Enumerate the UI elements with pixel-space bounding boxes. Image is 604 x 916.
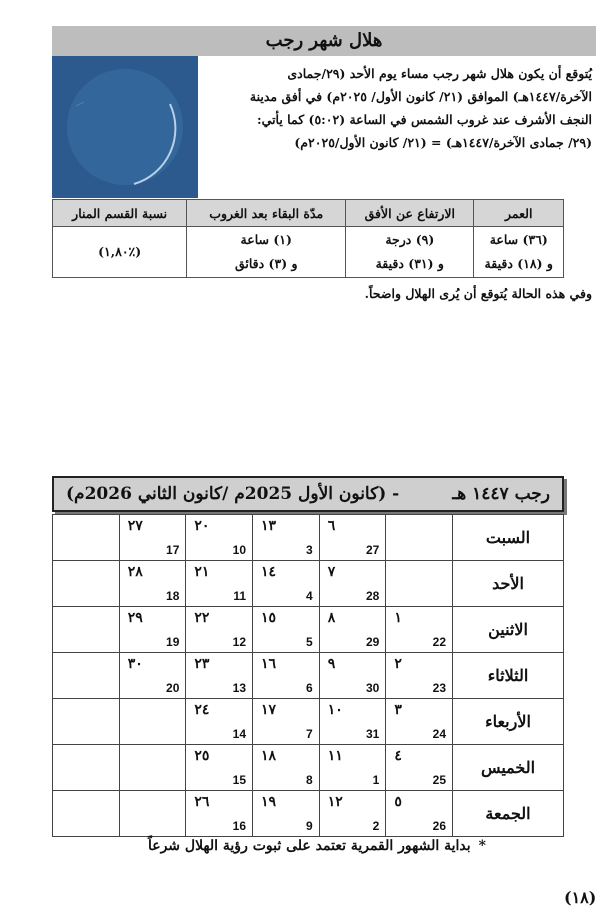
calendar-cell (386, 699, 453, 745)
gregorian-date: 25 (432, 773, 446, 787)
calendar-cell (53, 699, 120, 745)
gregorian-date: 10 (232, 543, 247, 557)
calendar-cell (253, 653, 320, 699)
calendar-row (53, 745, 564, 791)
weekday-label: الاثنين (453, 607, 564, 653)
calendar-cell (386, 561, 453, 607)
calendar-cell (53, 561, 120, 607)
calendar-table (52, 514, 564, 837)
hijri-date: ١٠ (327, 702, 343, 718)
calendar-header (52, 476, 564, 512)
weekday-label: الثلاثاء (453, 653, 564, 699)
altitude-cell (346, 227, 474, 278)
calendar-cell (186, 653, 253, 699)
calendar-cell (119, 515, 186, 561)
calendar-cell (53, 745, 120, 791)
hijri-date: ٢٩ (127, 610, 143, 626)
footnote-star: * (478, 838, 486, 854)
gregorian-date: 17 (166, 543, 180, 557)
weekday-label: الأربعاء (453, 699, 564, 745)
altitude-minutes: و (٣١) دقيقة (375, 256, 444, 271)
calendar-cell (386, 791, 453, 837)
footnote-text: بداية الشهور القمرية تعتمد على ثبوت رؤية الهلال شرعاً (147, 838, 471, 854)
hijri-date: ٢٤ (194, 702, 210, 718)
calendar-cell (53, 515, 120, 561)
gregorian-date: 11 (233, 589, 247, 603)
gregorian-date: 26 (432, 819, 446, 833)
intro-line: الآخرة/١٤٤٧هـ) الموافق (٢١/ كانون الأول/ ٢٠٢٥م) في أفق مدينة (249, 89, 592, 104)
calendar-cell (253, 791, 320, 837)
hijri-date: ٣٠ (127, 656, 143, 672)
page-number: (١٨) (564, 888, 597, 907)
calendar-cell (319, 607, 386, 653)
weekday-label: الخميس (453, 745, 564, 791)
hijri-date: ٣ (394, 702, 402, 718)
moon-image (52, 56, 198, 198)
gregorian-date: 9 (306, 819, 313, 833)
calendar-cell (186, 791, 253, 837)
hijri-date: ٢١ (194, 564, 210, 580)
hijri-date: ٧ (327, 564, 336, 580)
weekday-label: الأحد (453, 561, 564, 607)
gregorian-date: 28 (365, 589, 380, 603)
calendar-cell (319, 653, 386, 699)
crescent-note: وفي هذه الحالة يُتوقع أن يُرى الهلال واضحاً. (364, 286, 592, 301)
calendar-cell (53, 791, 120, 837)
hijri-date: ١٥ (261, 610, 277, 626)
hijri-date: ٢٣ (194, 656, 210, 672)
gregorian-date: 24 (432, 727, 446, 741)
header-illumination: نسبة القسم المنار (53, 200, 187, 227)
calendar-cell (386, 607, 453, 653)
calendar-cell (319, 561, 386, 607)
hijri-date: ١٩ (261, 794, 277, 810)
hijri-date: ١٣ (261, 518, 277, 534)
hijri-date: ١٢ (327, 794, 343, 810)
duration-hours: (١) ساعة (240, 232, 292, 247)
crescent-title: هلال شهر رجب (52, 26, 596, 56)
hijri-date: ١٨ (261, 748, 277, 764)
age-hours: (٣٦) ساعة (489, 232, 548, 247)
calendar-cell (119, 607, 186, 653)
duration-cell (187, 227, 346, 278)
hijri-date: ٢٥ (194, 748, 210, 764)
calendar-cell (186, 607, 253, 653)
hijri-month-label: رجب ١٤٤٧ هـ (452, 484, 550, 504)
age-cell (474, 227, 564, 278)
gregorian-date: 14 (232, 727, 247, 741)
hijri-date: ٢٦ (194, 794, 210, 810)
hijri-date: ٢٢ (194, 610, 210, 626)
hijri-date: ٥ (394, 794, 402, 810)
hijri-date: ٢٨ (127, 564, 143, 580)
weekday-label: الجمعة (453, 791, 564, 837)
intro-line: يُتوقع أن يكون هلال شهر رجب مساء يوم الأحد (٢٩/جمادى (287, 66, 592, 81)
hijri-date: ٨ (327, 610, 336, 626)
gregorian-date: 18 (166, 589, 180, 603)
hijri-date: ١٤ (261, 564, 277, 580)
crescent-intro (206, 62, 592, 154)
hijri-date: ١١ (327, 748, 343, 764)
calendar-row (53, 607, 564, 653)
gregorian-date: 13 (232, 681, 247, 695)
gregorian-date: 15 (232, 773, 247, 787)
calendar-cell (253, 561, 320, 607)
illumination-cell: (٪١,٨٠) (53, 227, 187, 278)
gregorian-date: 6 (306, 681, 313, 695)
altitude-degrees: (٩) درجة (385, 232, 435, 247)
gregorian-date: 22 (432, 635, 446, 649)
calendar-cell (119, 745, 186, 791)
calendar-cell (186, 515, 253, 561)
calendar-cell (253, 607, 320, 653)
gregorian-date: 7 (306, 727, 313, 741)
gregorian-date: 20 (166, 681, 180, 695)
gregorian-date: 2 (372, 819, 380, 833)
calendar-footnote (96, 838, 486, 854)
duration-minutes: و (٣) دقائق (234, 256, 298, 271)
calendar-cell (319, 745, 386, 791)
calendar-row (53, 561, 564, 607)
calendar-cell (386, 515, 453, 561)
gregorian-date: 5 (306, 635, 313, 649)
calendar-cell (386, 653, 453, 699)
hijri-date: ١٦ (261, 656, 277, 672)
hijri-date: ٩ (327, 656, 336, 672)
calendar-cell (53, 653, 120, 699)
gregorian-date: 4 (306, 589, 313, 603)
header-age: العمر (474, 200, 564, 227)
calendar-cell (186, 561, 253, 607)
calendar-row (53, 791, 564, 837)
hijri-date: ١٧ (261, 702, 277, 718)
hijri-date: ٦ (327, 518, 336, 534)
gregorian-date: 3 (306, 543, 313, 557)
gregorian-date: 16 (232, 819, 247, 833)
calendar-cell (253, 745, 320, 791)
calendar-cell (386, 745, 453, 791)
calendar-cell (119, 699, 186, 745)
gregorian-date: 1 (372, 773, 380, 787)
calendar-row (53, 515, 564, 561)
crescent-stats-table (52, 199, 564, 278)
calendar-cell (319, 791, 386, 837)
header-altitude: الارتفاع عن الأفق (346, 200, 474, 227)
calendar-cell (119, 653, 186, 699)
calendar-cell (186, 745, 253, 791)
hijri-date: ٢ (394, 656, 402, 672)
calendar-cell (119, 791, 186, 837)
moon-crescent-icon (52, 56, 198, 198)
calendar-cell (119, 561, 186, 607)
gregorian-date: 29 (365, 635, 380, 649)
weekday-label: السبت (453, 515, 564, 561)
calendar-cell (186, 699, 253, 745)
gregorian-date: 8 (306, 773, 313, 787)
intro-line: النجف الأشرف عند غروب الشمس في الساعة (٥:٠٢) كما يأتي: (257, 112, 592, 127)
age-minutes: و (١٨) دقيقة (484, 256, 553, 271)
gregorian-date: 12 (232, 635, 247, 649)
gregorian-date: 27 (365, 543, 380, 557)
calendar-row (53, 653, 564, 699)
intro-line: (٢٩/ جمادى الآخرة/١٤٤٧هـ) = (٢١/ كانون الأول/٢٠٢٥م) (294, 135, 592, 150)
hijri-date: ٢٠ (194, 518, 210, 534)
gregorian-date: 31 (365, 727, 380, 741)
calendar-cell (319, 515, 386, 561)
calendar-row (53, 699, 564, 745)
gregorian-date: 23 (432, 681, 446, 695)
calendar-cell (253, 699, 320, 745)
gregorian-month-label: - (كانون الأول 2025م /كانون الثاني 2026م) (66, 484, 400, 504)
calendar-cell (253, 515, 320, 561)
header-duration: مدّة البقاء بعد الغروب (187, 200, 346, 227)
hijri-date: ١ (394, 610, 402, 626)
gregorian-date: 19 (166, 635, 180, 649)
hijri-date: ٢٧ (127, 518, 143, 534)
calendar-cell (53, 607, 120, 653)
gregorian-date: 30 (365, 681, 380, 695)
calendar-cell (319, 699, 386, 745)
hijri-date: ٤ (394, 748, 402, 764)
